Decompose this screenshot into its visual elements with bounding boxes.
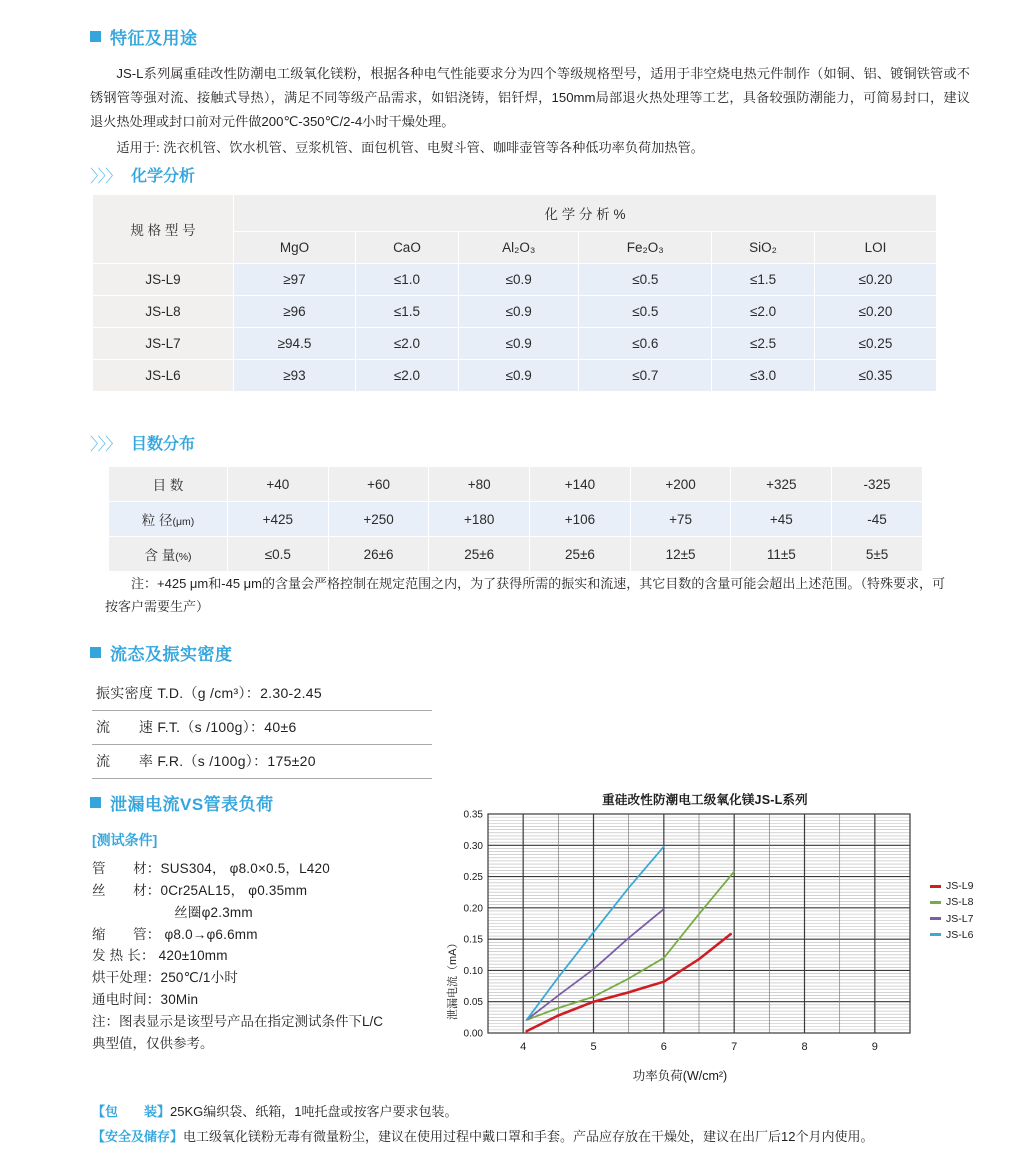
cell-value: ≤0.9: [459, 360, 579, 391]
chart-y-axis-label: 泄漏电流（mA）: [447, 937, 459, 1020]
cell-value: ≥94.5: [234, 328, 355, 359]
svg-text:0.35: 0.35: [463, 809, 483, 821]
cell-value: ≤2.0: [356, 328, 458, 359]
cell-value: +180: [429, 502, 529, 536]
density-heading-label: 流态及振实密度: [110, 645, 233, 664]
cell-value: 12±5: [631, 537, 731, 571]
cell-value: ≤0.20: [815, 264, 936, 295]
square-bullet-icon: [90, 31, 101, 42]
table-header-row-group: [93, 195, 936, 231]
footer-tag: 【包 装】: [92, 1104, 171, 1119]
cell-value: ≤0.9: [459, 328, 579, 359]
svg-text:0.10: 0.10: [463, 965, 483, 977]
table-row: [93, 328, 936, 359]
density-label: 流 率 F.R.（s /100g）：: [96, 753, 268, 769]
model-name: JS-L8: [93, 296, 233, 327]
svg-text:7: 7: [731, 1041, 738, 1053]
legend-swatch: [930, 933, 941, 936]
cell-value: 5±5: [832, 537, 922, 571]
condition-tube-reduction: 缩 管： φ8.0→φ6.6mm: [92, 926, 258, 942]
chart-title: 重硅改性防潮电工级氧化镁JS-L系列: [602, 793, 808, 807]
svg-text:4: 4: [520, 1041, 527, 1053]
leakage-chart: [430, 790, 1010, 1090]
density-value: 175±20: [267, 753, 316, 769]
cell-value: +45: [731, 502, 831, 536]
condition-power-time: 通电时间：30Min: [92, 992, 199, 1008]
cell-value: ≤3.0: [712, 360, 814, 391]
cell-value: ≤2.0: [712, 296, 814, 327]
column-header-fe2o3: Fe₂O₃: [579, 232, 711, 263]
footer-line-packaging: [92, 1100, 972, 1125]
section-heading-density: [90, 640, 490, 665]
table-row: [93, 360, 936, 391]
density-label: 流 速 F.T.（s /100g）：: [96, 719, 265, 735]
cell-value: +106: [530, 502, 630, 536]
legend-label: JS-L8: [946, 896, 974, 909]
cell-value: -45: [832, 502, 922, 536]
cell-value: ≤0.9: [459, 264, 579, 295]
model-name: JS-L6: [93, 360, 233, 391]
cell-value: ≤1.5: [712, 264, 814, 295]
column-header-al2o3: Al₂O₃: [459, 232, 579, 263]
features-paragraph-1: JS-L系列属重硅改性防潮电工级氧化镁粉，根据各种电气性能要求分为四个等级规格型号，适用于非空烧电热元件制作（如铜、铝、镀铜铁管或不锈钢管等强对流、接触式导热），满足不同等级产品需求，如铝浇铸，铝钎焊，150mm局部退火热处理等工艺，具备较强防潮能力，可简易封口，建议退火热处理或封口前对元件做200℃-350℃/2-4小时干燥处理。: [90, 66, 970, 130]
condition-heating-length: 发 热 长： 420±10mm: [92, 948, 228, 964]
density-row-fr: [92, 745, 432, 779]
svg-text:0.20: 0.20: [463, 903, 483, 915]
chemical-analysis-table: [92, 194, 937, 392]
row-label-mesh: 目 数: [109, 467, 227, 501]
cell-value: ≤0.6: [579, 328, 711, 359]
condition-wire-coil: 丝圈φ2.3mm: [92, 904, 253, 920]
square-bullet-icon: [90, 647, 101, 658]
condition-drying-treatment: 烘干处理：250℃/1小时: [92, 970, 239, 986]
cell-value: -325: [832, 467, 922, 501]
cell-value: ≤0.5: [579, 296, 711, 327]
section-heading-chemical: [90, 162, 940, 187]
table-row: [93, 296, 936, 327]
svg-text:6: 6: [660, 1041, 667, 1053]
svg-text:5: 5: [590, 1041, 597, 1053]
cell-value: +200: [631, 467, 731, 501]
column-header-sio2: SiO₂: [712, 232, 814, 263]
mesh-distribution-table: [108, 466, 923, 572]
chevrons-icon: 〉〉〉: [90, 167, 121, 186]
legend-swatch: [930, 885, 941, 888]
footer-text: 25KG编织袋、纸箱，1吨托盘或按客户要求包装。: [170, 1104, 458, 1119]
cell-value: +80: [429, 467, 529, 501]
legend-item: [930, 911, 973, 927]
density-list: [92, 677, 432, 779]
svg-text:0.00: 0.00: [463, 1028, 483, 1040]
spec-model-header: 规 格 型 号: [93, 195, 233, 263]
row-label-diameter-unit: (μm): [172, 516, 195, 528]
column-header-loi: LOI: [815, 232, 936, 263]
legend-label: JS-L7: [946, 912, 974, 925]
cell-value: 11±5: [731, 537, 831, 571]
cell-value: ≤0.5: [579, 264, 711, 295]
cell-value: ≤0.25: [815, 328, 936, 359]
density-value: 40±6: [264, 719, 297, 735]
row-label-diameter-text: 粒 径: [141, 513, 173, 528]
cell-value: ≥97: [234, 264, 355, 295]
cell-value: 25±6: [530, 537, 630, 571]
cell-value: +325: [731, 467, 831, 501]
chevrons-icon: 〉〉〉: [90, 435, 121, 454]
cell-value: ≤0.20: [815, 296, 936, 327]
cell-value: +425: [228, 502, 328, 536]
density-row-ft: [92, 711, 432, 745]
cell-value: ≤1.5: [356, 296, 458, 327]
features-paragraph-2: 适用于: 洗衣机管、饮水机管、豆浆机管、面包机管、电熨斗管、咖啡壶管等各种低功率负荷加热管。: [116, 140, 704, 156]
cell-value: +60: [329, 467, 429, 501]
legend-item: [930, 878, 973, 894]
mesh-heading-label: 目数分布: [131, 436, 196, 453]
density-value: 2.30-2.45: [260, 685, 322, 701]
chart-x-axis-label: 功率负荷(W/cm²): [632, 1069, 728, 1083]
legend-swatch: [930, 901, 941, 904]
cell-value: ≤0.7: [579, 360, 711, 391]
chart-legend: [930, 878, 973, 943]
condition-wire-material: 丝 材：0Cr25AL15， φ0.35mm: [92, 882, 308, 898]
cell-value: +75: [631, 502, 731, 536]
legend-label: JS-L6: [946, 928, 974, 941]
svg-text:0.05: 0.05: [463, 997, 483, 1009]
svg-text:0.15: 0.15: [463, 934, 483, 946]
row-label-content: [109, 537, 227, 571]
legend-item: [930, 927, 973, 943]
row-label-content-unit: (%): [175, 551, 192, 563]
mesh-note: 注：+425 μm和-45 μm的含量会严格控制在规定范围之内，为了获得所需的振实和流速，其它目数的含量可能会超出上述范围。（特殊要求，可按客户需要生产）: [105, 576, 945, 615]
density-label: 振实密度 T.D.（g /cm³）：: [96, 685, 261, 701]
model-name: JS-L7: [93, 328, 233, 359]
column-header-cao: CaO: [356, 232, 458, 263]
cell-value: ≤0.9: [459, 296, 579, 327]
square-bullet-icon: [90, 797, 101, 808]
features-heading-label: 特征及用途: [110, 29, 198, 48]
leakage-heading-label: 泄漏电流VS管表负荷: [110, 795, 274, 814]
svg-text:9: 9: [871, 1041, 878, 1053]
cell-value: ≤2.0: [356, 360, 458, 391]
table-row: [109, 537, 922, 571]
cell-value: ≥96: [234, 296, 355, 327]
section-heading-features: [90, 24, 970, 49]
column-header-mgo: MgO: [234, 232, 355, 263]
footer-text: 电工级氧化镁粉无毒有微量粉尘，建议在使用过程中戴口罩和手套。产品应存放在干燥处，建议在出厂后12个月内使用。: [183, 1128, 874, 1144]
footer-line-safety: [92, 1125, 972, 1150]
cell-value: ≤2.5: [712, 328, 814, 359]
condition-tube-material: 管 材：SUS304， φ8.0×0.5，L420: [92, 861, 330, 876]
table-row: [93, 264, 936, 295]
svg-text:8: 8: [801, 1041, 808, 1053]
model-name: JS-L9: [93, 264, 233, 295]
density-row-td: [92, 677, 432, 711]
svg-text:0.30: 0.30: [463, 840, 483, 852]
section-heading-leakage: [90, 790, 430, 815]
cell-value: ≤0.35: [815, 360, 936, 391]
row-label-content-text: 含 量: [144, 548, 176, 563]
footer-tag: 【安全及储存】: [92, 1128, 184, 1144]
legend-label: JS-L9: [946, 880, 974, 892]
chart-plot: [452, 808, 932, 1063]
section-heading-mesh: [90, 430, 940, 455]
test-conditions-title: [测试条件]: [92, 832, 158, 848]
cell-value: 26±6: [329, 537, 429, 571]
cell-value: ≤0.5: [228, 537, 328, 571]
row-label-diameter: [109, 502, 227, 536]
legend-swatch: [930, 917, 941, 920]
leakage-note: 注：图表显示是该型号产品在指定测试条件下L/C典型值，仅供参考。: [92, 1014, 384, 1051]
cell-value: +140: [530, 467, 630, 501]
legend-item: [930, 894, 973, 910]
cell-value: +40: [228, 467, 328, 501]
cell-value: 25±6: [429, 537, 529, 571]
cell-value: +250: [329, 502, 429, 536]
chemical-heading-label: 化学分析: [131, 168, 196, 185]
table-row: [109, 467, 922, 501]
table-row: [109, 502, 922, 536]
cell-value: ≥93: [234, 360, 355, 391]
cell-value: ≤1.0: [356, 264, 458, 295]
svg-text:0.25: 0.25: [463, 872, 483, 884]
chemical-group-header: 化 学 分 析 %: [234, 195, 936, 231]
